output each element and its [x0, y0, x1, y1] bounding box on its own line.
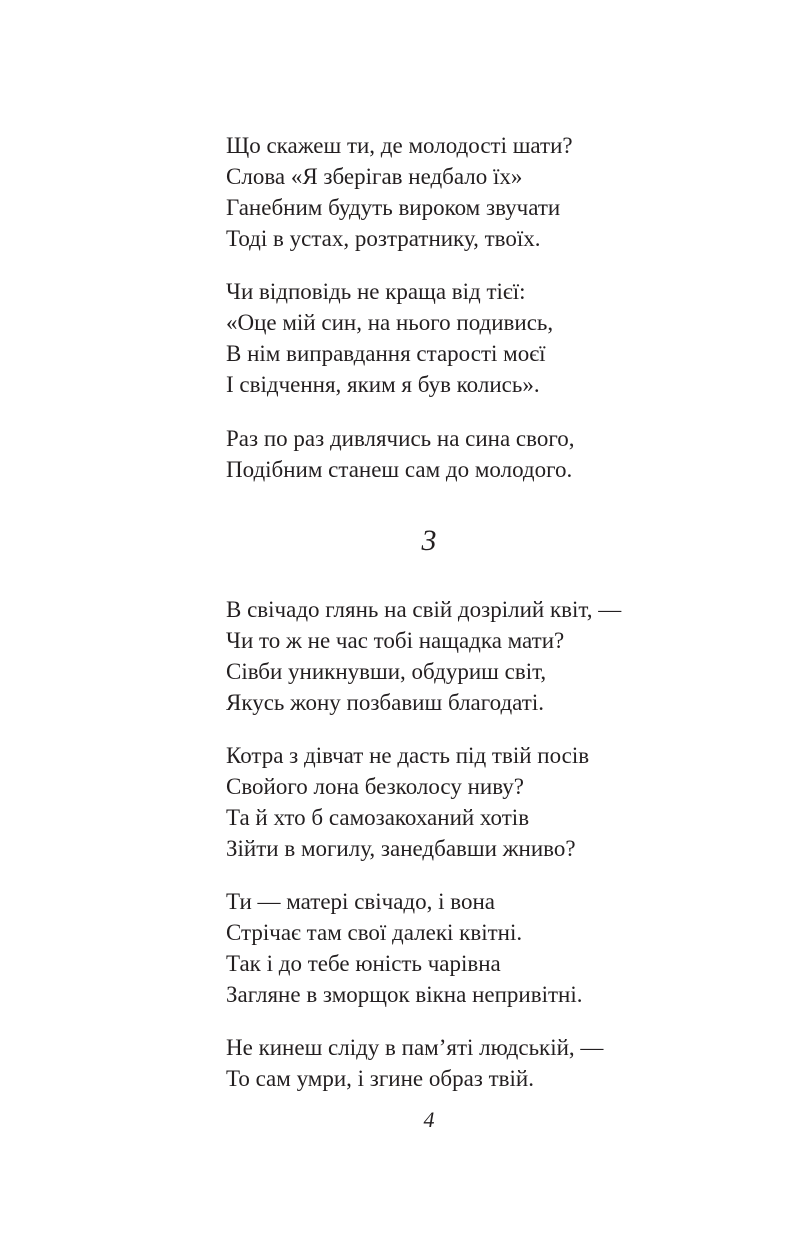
poem-line: «Оце мій син, на нього подивись, — [226, 310, 554, 335]
poem-line: Зійти в могилу, занедбавши жниво? — [226, 836, 576, 861]
stanza — [226, 886, 706, 1010]
sonnet-number-heading: 3 — [421, 524, 437, 557]
poem-line: Загляне в зморщок вікна непривітні. — [226, 982, 583, 1007]
stanza — [226, 423, 706, 485]
poem-line: Тоді в устах, розтратнику, твоїх. — [226, 226, 541, 251]
poem-line: Чи відповідь не краща від тієї: — [226, 279, 526, 304]
poem-line: Так і до тебе юність чарівна — [226, 951, 501, 976]
stanza — [226, 740, 706, 864]
stanza — [226, 276, 706, 400]
poem-line: Раз по раз дивлячись на сина свого, — [226, 426, 575, 451]
stanza — [226, 130, 706, 254]
stanza — [226, 594, 706, 718]
poem-line: В свічадо глянь на свій дозрілий квіт, — — [226, 597, 622, 622]
poem-line: Котра з дівчат не дасть під твій посів — [226, 743, 590, 768]
stanza — [226, 1032, 706, 1094]
poem-line: Якусь жону позбавиш благодаті. — [226, 690, 544, 715]
poem-line: Ганебним будуть вироком звучати — [226, 195, 561, 220]
poem-line: Та й хто б самозакоханий хотів — [226, 805, 530, 830]
poem-line: Подібним станеш сам до молодого. — [226, 457, 573, 482]
poem-line: То сам умри, і згине образ твій. — [226, 1066, 534, 1091]
poem-line: Свойого лона безколосу ниву? — [226, 774, 524, 799]
poem-line: Що скажеш ти, де молодості шати? — [226, 133, 573, 158]
poem-line: Сівби уникнувши, обдуриш світ, — [226, 659, 547, 684]
poem-line: Не кинеш сліду в пам’яті людській, — — [226, 1035, 604, 1060]
poem-line: Ти — матері свічадо, і вона — [226, 889, 495, 914]
poem-line: Чи то ж не час тобі нащадка мати? — [226, 628, 565, 653]
poem-line: І свідчення, яким я був колись». — [226, 372, 540, 397]
poem-line: Слова «Я зберігав недбало їх» — [226, 164, 523, 189]
poem-line: В нім виправдання старості моєї — [226, 341, 546, 366]
poem-line: Стрічає там свої далекі квітні. — [226, 920, 523, 945]
page-number: 4 — [423, 1107, 435, 1132]
